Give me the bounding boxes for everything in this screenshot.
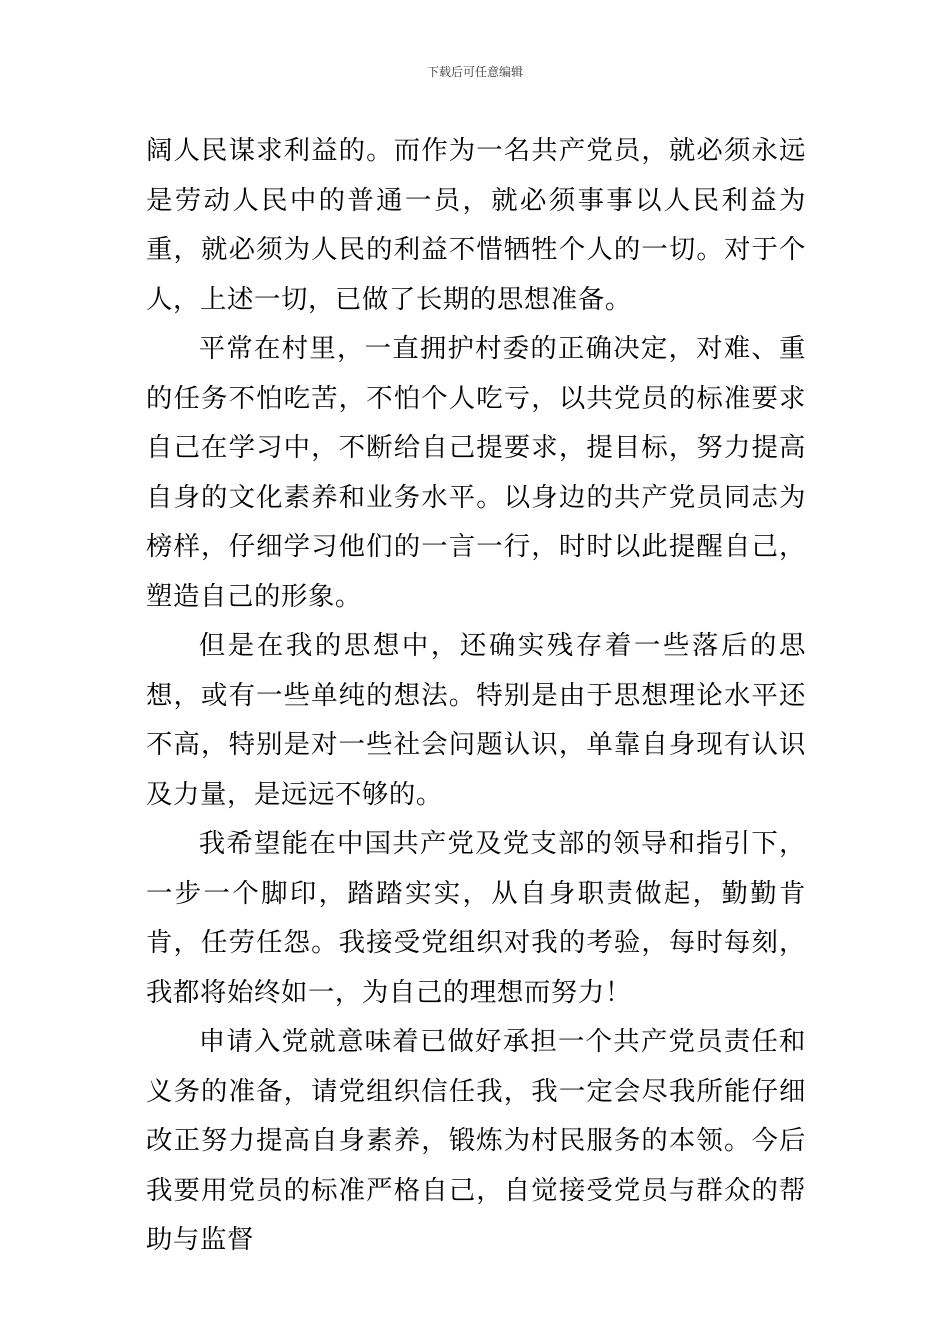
paragraph-4: 我希望能在中国共产党及党支部的领导和指引下，一步一个脚印，踏踏实实，从自身职责做起，勤勤肯肯，任劳任怨。我接受党组织对我的考验，每时每刻，我都将始终如一，为自己的理想而努力！ xyxy=(146,828,806,1008)
paragraph-5: 申请入党就意味着已做好承担一个共产党员责任和义务的准备，请党组织信任我，我一定会尽我所能仔细改正努力提高自身素养，锻炼为村民服务的本领。今后我要用党员的标准严格自己，自觉接受党员与群众的帮助与监督 xyxy=(146,1026,806,1255)
paragraph-3: 但是在我的思想中，还确实残存着一些落后的思想，或有一些单纯的想法。特别是由于思想理论水平还不高，特别是对一些社会问题认识，单靠自身现有认识及力量，是远远不够的。 xyxy=(146,630,806,810)
paragraph-1: 阔人民谋求利益的。而作为一名共产党员，就必须永远是劳动人民中的普通一员，就必须事事以人民利益为重，就必须为人民的利益不惜牺牲个人的一切。对于个人，上述一切，已做了长期的思想准备。 xyxy=(146,135,806,315)
document-body xyxy=(146,126,806,1265)
page-header: 下载后可任意编辑 xyxy=(426,65,523,79)
paragraph-2: 平常在村里，一直拥护村委的正确决定，对难、重的任务不怕吃苦，不怕个人吃亏，以共党员的标准要求自己在学习中，不断给自己提要求，提目标，努力提高自身的文化素养和业务水平。以身边的共产党员同志为榜样，仔细学习他们的一言一行，时时以此提醒自己，塑造自己的形象。 xyxy=(146,333,806,612)
